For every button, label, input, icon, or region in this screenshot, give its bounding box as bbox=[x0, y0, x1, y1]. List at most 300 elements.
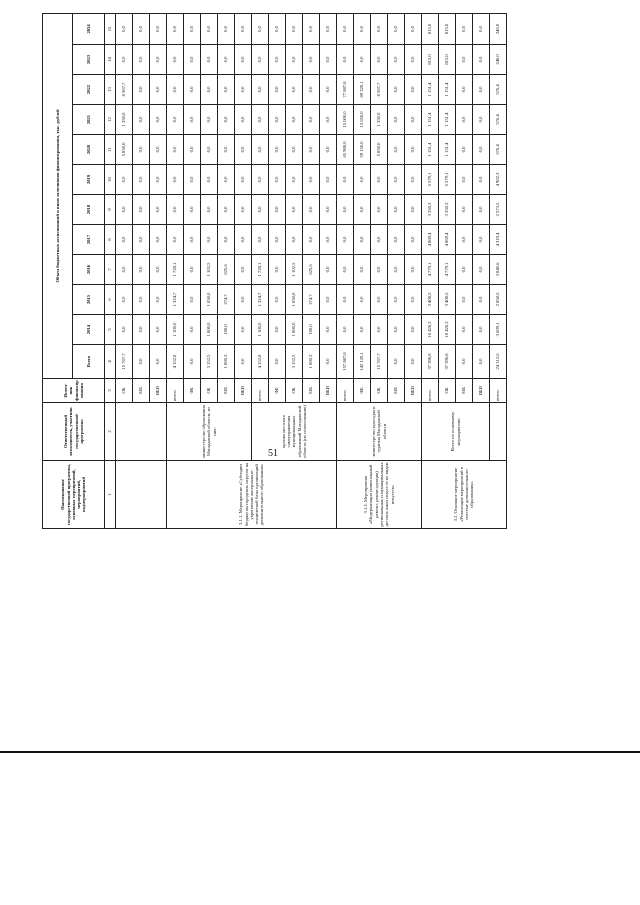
value-cell: 15 767,7 bbox=[371, 345, 388, 379]
value-cell: 3 152,5 bbox=[286, 345, 303, 379]
value-cell: 10 426,2 bbox=[422, 315, 439, 345]
value-cell: 1 350,0 bbox=[371, 105, 388, 135]
value-cell: 0,0 bbox=[456, 13, 473, 44]
value-cell: 0,0 bbox=[354, 13, 371, 44]
value-cell: 0,0 bbox=[473, 225, 490, 255]
value-cell: 4 779,1 bbox=[439, 255, 456, 285]
label-3-2: 3.2. Основное мероприятие «Реализация мероприятий в системе дополнительного образования» bbox=[422, 461, 507, 529]
value-cell: 0,0 bbox=[184, 105, 201, 135]
value-cell: 1 151,4 bbox=[439, 75, 456, 105]
value-cell: 0,0 bbox=[473, 315, 490, 345]
value-cell: 0,0 bbox=[286, 45, 303, 75]
value-cell: 3 152,5 bbox=[201, 345, 218, 379]
value-cell: 0,0 bbox=[388, 315, 405, 345]
value-cell: 0,0 bbox=[303, 13, 320, 44]
value-cell: 0,0 bbox=[303, 105, 320, 135]
value-cell: 3 609,1 bbox=[490, 315, 507, 345]
value-cell: 1 000,0 bbox=[201, 315, 218, 345]
value-cell: 0,0 bbox=[201, 105, 218, 135]
value-cell: 0,0 bbox=[388, 285, 405, 315]
value-cell: 4 319,4 bbox=[490, 225, 507, 255]
value-cell: 1 324,7 bbox=[167, 285, 184, 315]
value-cell: 0,0 bbox=[184, 255, 201, 285]
header-year-11: 2024 bbox=[73, 13, 105, 44]
value-cell: 0,0 bbox=[252, 135, 269, 165]
value-cell: 0,0 bbox=[320, 135, 337, 165]
value-cell: 0,0 bbox=[235, 195, 252, 225]
label-3-1-1: 3.1.1. Мероприятие «Субсидии бюджетам городских округов на укрепление материально-технической базы организаций дополнительного образования» bbox=[167, 461, 337, 529]
value-cell: 625,6 bbox=[218, 255, 235, 285]
value-cell: 0,0 bbox=[150, 165, 167, 195]
value-cell: 274,7 bbox=[303, 285, 320, 315]
executor-local-gov: органы местного самоуправления муниципальных образований Магаданской области (по согласованию) bbox=[252, 403, 337, 461]
value-cell: 0,0 bbox=[252, 165, 269, 195]
value-cell: 0,0 bbox=[235, 255, 252, 285]
value-cell: 0,0 bbox=[320, 13, 337, 44]
value-cell: 0,0 bbox=[473, 345, 490, 379]
value-cell: 0,0 bbox=[167, 13, 184, 44]
value-cell: 1 324,7 bbox=[252, 285, 269, 315]
value-cell: 240,0 bbox=[490, 13, 507, 44]
value-cell: 0,0 bbox=[286, 225, 303, 255]
value-cell: 0,0 bbox=[167, 195, 184, 225]
value-cell: 0,0 bbox=[167, 105, 184, 135]
value-cell: 0,0 bbox=[473, 285, 490, 315]
value-cell: 1 151,4 bbox=[439, 135, 456, 165]
value-cell: 0,0 bbox=[201, 135, 218, 165]
value-cell: 24 312,6 bbox=[490, 345, 507, 379]
value-cell: 0,0 bbox=[133, 75, 150, 105]
value-cell: 4 869,4 bbox=[439, 225, 456, 255]
value-cell: 0,0 bbox=[405, 13, 422, 44]
value-cell: 0,0 bbox=[388, 105, 405, 135]
value-cell: 0,0 bbox=[184, 75, 201, 105]
funding-source: ВБИ bbox=[235, 379, 252, 403]
value-cell: 0,0 bbox=[201, 165, 218, 195]
value-cell: 4 779,1 bbox=[422, 255, 439, 285]
value-cell: 1 050,0 bbox=[201, 285, 218, 315]
value-cell: 815,0 bbox=[422, 45, 439, 75]
value-cell: 0,0 bbox=[337, 165, 354, 195]
value-cell: 0,0 bbox=[269, 345, 286, 379]
value-cell: 0,0 bbox=[456, 255, 473, 285]
value-cell: 0,0 bbox=[133, 165, 150, 195]
header-year-4: 2017 bbox=[73, 225, 105, 255]
header-year-3: 2016 bbox=[73, 255, 105, 285]
value-cell: 15 767,7 bbox=[116, 345, 133, 379]
funding-source: ФБ bbox=[269, 379, 286, 403]
value-cell: 1 000,3 bbox=[218, 345, 235, 379]
value-cell: 0,0 bbox=[286, 165, 303, 195]
value-cell: 0,0 bbox=[388, 13, 405, 44]
rotated-table-area bbox=[42, 14, 602, 529]
value-cell: 0,0 bbox=[269, 315, 286, 345]
value-cell: 0,0 bbox=[456, 315, 473, 345]
value-cell: 5 579,1 bbox=[422, 165, 439, 195]
value-cell: 4 152,8 bbox=[167, 345, 184, 379]
value-cell: 37 396,8 bbox=[439, 345, 456, 379]
value-cell: 1 102,5 bbox=[286, 255, 303, 285]
value-cell: 4 902,3 bbox=[490, 165, 507, 195]
value-cell: 1 151,4 bbox=[422, 135, 439, 165]
funding-source: ФБ bbox=[354, 379, 371, 403]
column-number-2: 2 bbox=[105, 403, 116, 461]
executor-total-main: Всего по основному мероприятию: bbox=[422, 403, 490, 461]
value-cell: 576,4 bbox=[490, 75, 507, 105]
value-cell: 240,0 bbox=[490, 45, 507, 75]
value-cell: 0,0 bbox=[303, 45, 320, 75]
value-cell: 0,0 bbox=[286, 75, 303, 105]
header-year-6: 2019 bbox=[73, 165, 105, 195]
value-cell: 0,0 bbox=[116, 225, 133, 255]
value-cell: 0,0 bbox=[320, 105, 337, 135]
value-cell: 0,0 bbox=[235, 45, 252, 75]
value-cell: 10 426,2 bbox=[439, 315, 456, 345]
value-cell: 0,0 bbox=[235, 165, 252, 195]
value-cell: 0,0 bbox=[116, 165, 133, 195]
value-cell: 0,0 bbox=[252, 105, 269, 135]
value-cell: 0,0 bbox=[167, 225, 184, 255]
value-cell: 77 887,8 bbox=[337, 75, 354, 105]
executor-ministry-education: министерство образования Магаданской области, из них: bbox=[167, 403, 252, 461]
value-cell: 0,0 bbox=[252, 75, 269, 105]
value-cell: 0,0 bbox=[150, 195, 167, 225]
value-cell: 0,0 bbox=[235, 225, 252, 255]
value-cell: 0,0 bbox=[473, 75, 490, 105]
value-cell: 0,0 bbox=[371, 165, 388, 195]
value-cell: 0,0 bbox=[184, 285, 201, 315]
value-cell: 0,0 bbox=[371, 315, 388, 345]
header-year-5: 2018 bbox=[73, 195, 105, 225]
value-cell: 0,0 bbox=[150, 255, 167, 285]
value-cell: 8 567,7 bbox=[116, 75, 133, 105]
table-body bbox=[116, 13, 507, 528]
value-cell: 0,0 bbox=[388, 345, 405, 379]
value-cell: 0,0 bbox=[252, 13, 269, 44]
value-cell: 0,0 bbox=[269, 105, 286, 135]
funding-source: всего: bbox=[252, 379, 269, 403]
value-cell: 8 567,7 bbox=[371, 75, 388, 105]
value-cell: 1 151,4 bbox=[422, 75, 439, 105]
value-cell: 0,0 bbox=[371, 13, 388, 44]
value-cell: 0,0 bbox=[150, 105, 167, 135]
value-cell: 0,0 bbox=[320, 195, 337, 225]
value-cell: 0,0 bbox=[269, 135, 286, 165]
value-cell: 0,0 bbox=[167, 135, 184, 165]
value-cell: 100,0 bbox=[218, 315, 235, 345]
value-cell: 4 152,8 bbox=[252, 345, 269, 379]
header-executor: Ответственный исполнитель, участник государственной программы bbox=[43, 403, 105, 461]
header-year-2: 2015 bbox=[73, 285, 105, 315]
header-year-8: 2021 bbox=[73, 105, 105, 135]
value-cell: 0,0 bbox=[218, 75, 235, 105]
value-cell: 0,0 bbox=[354, 255, 371, 285]
value-cell: 0,0 bbox=[320, 255, 337, 285]
value-cell: 0,0 bbox=[116, 195, 133, 225]
funding-source: МБ bbox=[303, 379, 320, 403]
column-number-4: 4 bbox=[105, 345, 116, 379]
value-cell: 0,0 bbox=[133, 135, 150, 165]
value-cell: 0,0 bbox=[303, 225, 320, 255]
value-cell: 0,0 bbox=[337, 315, 354, 345]
value-cell: 0,0 bbox=[456, 165, 473, 195]
value-cell: 0,0 bbox=[269, 13, 286, 44]
value-cell: 0,0 bbox=[388, 195, 405, 225]
value-cell: 0,0 bbox=[116, 13, 133, 44]
value-cell: 0,0 bbox=[184, 135, 201, 165]
value-cell: 157 887,8 bbox=[337, 345, 354, 379]
table-container bbox=[42, 14, 602, 529]
value-cell: 1 100,0 bbox=[167, 315, 184, 345]
value-cell: 0,0 bbox=[235, 105, 252, 135]
value-cell: 0,0 bbox=[473, 195, 490, 225]
column-number-7: 7 bbox=[105, 255, 116, 285]
executor-cell-next bbox=[490, 403, 507, 461]
value-cell: 0,0 bbox=[286, 13, 303, 44]
funding-source: всего: bbox=[167, 379, 184, 403]
value-cell: 5 850,0 bbox=[371, 135, 388, 165]
value-cell: 0,0 bbox=[167, 45, 184, 75]
value-cell: 576,4 bbox=[490, 135, 507, 165]
value-cell: 0,0 bbox=[456, 135, 473, 165]
value-cell: 0,0 bbox=[235, 135, 252, 165]
value-cell: 0,0 bbox=[405, 315, 422, 345]
value-cell: 0,0 bbox=[337, 45, 354, 75]
header-funding-title: Объем бюджетных ассигнований и иных источников финансирования, тыс. рублей bbox=[43, 13, 73, 378]
value-cell: 0,0 bbox=[388, 135, 405, 165]
funding-source: всего: bbox=[337, 379, 354, 403]
value-cell: 0,0 bbox=[456, 75, 473, 105]
horizontal-rule bbox=[0, 751, 640, 753]
column-number-1: 1 bbox=[105, 461, 116, 529]
value-cell: 15 000,0 bbox=[337, 105, 354, 135]
value-cell: 0,0 bbox=[133, 13, 150, 44]
value-cell: 0,0 bbox=[184, 165, 201, 195]
value-cell: 0,0 bbox=[201, 13, 218, 44]
column-number-13: 13 bbox=[105, 75, 116, 105]
value-cell: 0,0 bbox=[235, 345, 252, 379]
funding-source: ОБ bbox=[201, 379, 218, 403]
value-cell: 0,0 bbox=[320, 285, 337, 315]
value-cell: 0,0 bbox=[201, 195, 218, 225]
funding-source: МБ bbox=[133, 379, 150, 403]
value-cell: 0,0 bbox=[337, 285, 354, 315]
funding-source: всего: bbox=[422, 379, 439, 403]
value-cell: 1 000,0 bbox=[286, 315, 303, 345]
value-cell: 0,0 bbox=[320, 225, 337, 255]
value-cell: 0,0 bbox=[456, 345, 473, 379]
header-year-0: Всего bbox=[73, 345, 105, 379]
value-cell: 815,0 bbox=[422, 13, 439, 44]
table-row bbox=[167, 13, 184, 528]
value-cell: 0,0 bbox=[150, 285, 167, 315]
value-cell: 0,0 bbox=[473, 255, 490, 285]
value-cell: 0,0 bbox=[354, 45, 371, 75]
value-cell: 0,0 bbox=[371, 255, 388, 285]
value-cell: 1 728,1 bbox=[252, 255, 269, 285]
value-cell: 5 850,0 bbox=[116, 135, 133, 165]
column-number-9: 9 bbox=[105, 195, 116, 225]
value-cell: 0,0 bbox=[337, 13, 354, 44]
value-cell: 1 350,0 bbox=[116, 105, 133, 135]
value-cell: 0,0 bbox=[252, 225, 269, 255]
value-cell: 0,0 bbox=[235, 285, 252, 315]
value-cell: 1 728,1 bbox=[167, 255, 184, 285]
value-cell: 0,0 bbox=[269, 225, 286, 255]
value-cell: 0,0 bbox=[218, 195, 235, 225]
value-cell: 0,0 bbox=[388, 45, 405, 75]
funding-source: МБ bbox=[388, 379, 405, 403]
value-cell: 1 102,5 bbox=[201, 255, 218, 285]
value-cell: 0,0 bbox=[218, 105, 235, 135]
column-number-12: 12 bbox=[105, 105, 116, 135]
value-cell: 0,0 bbox=[150, 45, 167, 75]
value-cell: 0,0 bbox=[473, 13, 490, 44]
value-cell: 0,0 bbox=[133, 105, 150, 135]
value-cell: 0,0 bbox=[303, 135, 320, 165]
funding-source: МБ bbox=[218, 379, 235, 403]
header-colnum-row bbox=[105, 13, 116, 528]
header-year-1: 2014 bbox=[73, 315, 105, 345]
label-3-1-2: 3.1.2. Мероприятие «Модернизация (капитальный ремонт, реконструкция) региональных и муниципальных детских школ искусств по видам искусств» bbox=[337, 461, 422, 529]
value-cell: 0,0 bbox=[473, 165, 490, 195]
value-cell: 0,0 bbox=[337, 255, 354, 285]
executor-cell-prev bbox=[116, 403, 167, 461]
value-cell: 3 408,5 bbox=[439, 285, 456, 315]
value-cell: 274,7 bbox=[218, 285, 235, 315]
value-cell: 0,0 bbox=[133, 225, 150, 255]
value-cell: 0,0 bbox=[405, 225, 422, 255]
value-cell: 0,0 bbox=[405, 195, 422, 225]
value-cell: 0,0 bbox=[184, 13, 201, 44]
value-cell: 0,0 bbox=[150, 135, 167, 165]
value-cell: 0,0 bbox=[218, 45, 235, 75]
executor-ministry-culture: министерство культуры и туризма Магаданской области bbox=[337, 403, 422, 461]
value-cell: 3 250,3 bbox=[439, 195, 456, 225]
funding-source: ФБ bbox=[184, 379, 201, 403]
table-row bbox=[337, 13, 354, 528]
value-cell: 37 396,8 bbox=[422, 345, 439, 379]
value-cell: 0,0 bbox=[388, 225, 405, 255]
value-cell: 0,0 bbox=[405, 45, 422, 75]
value-cell: 0,0 bbox=[116, 285, 133, 315]
value-cell: 0,0 bbox=[371, 225, 388, 255]
value-cell: 0,0 bbox=[354, 165, 371, 195]
value-cell: 0,0 bbox=[303, 165, 320, 195]
column-number-8: 8 bbox=[105, 225, 116, 255]
column-number-14: 14 bbox=[105, 45, 116, 75]
value-cell: 0,0 bbox=[405, 75, 422, 105]
value-cell: 2 858,5 bbox=[490, 285, 507, 315]
value-cell: 0,0 bbox=[320, 75, 337, 105]
value-cell: 0,0 bbox=[320, 345, 337, 379]
page-number: 51 bbox=[268, 448, 278, 459]
value-cell: 0,0 bbox=[320, 45, 337, 75]
value-cell: 0,0 bbox=[235, 75, 252, 105]
value-cell: 1 000,3 bbox=[303, 345, 320, 379]
value-cell: 3 408,5 bbox=[422, 285, 439, 315]
value-cell: 0,0 bbox=[269, 195, 286, 225]
value-cell: 0,0 bbox=[371, 285, 388, 315]
value-cell: 0,0 bbox=[150, 13, 167, 44]
value-cell: 0,0 bbox=[252, 195, 269, 225]
header-year-7: 2020 bbox=[73, 135, 105, 165]
value-cell: 0,0 bbox=[167, 165, 184, 195]
value-cell: 0,0 bbox=[269, 45, 286, 75]
value-cell: 0,0 bbox=[320, 315, 337, 345]
value-cell: 0,0 bbox=[184, 195, 201, 225]
value-cell: 59 150,0 bbox=[354, 135, 371, 165]
header-year-10: 2023 bbox=[73, 45, 105, 75]
value-cell: 0,0 bbox=[405, 345, 422, 379]
funding-source: ВБИ bbox=[320, 379, 337, 403]
value-cell: 0,0 bbox=[133, 255, 150, 285]
value-cell: 0,0 bbox=[371, 195, 388, 225]
value-cell: 0,0 bbox=[116, 315, 133, 345]
value-cell: 13 650,0 bbox=[354, 105, 371, 135]
value-cell: 1 151,4 bbox=[422, 105, 439, 135]
column-number-10: 10 bbox=[105, 165, 116, 195]
value-cell: 0,0 bbox=[286, 105, 303, 135]
value-cell: 0,0 bbox=[269, 255, 286, 285]
value-cell: 4 869,4 bbox=[422, 225, 439, 255]
value-cell: 0,0 bbox=[201, 45, 218, 75]
value-cell: 2 573,5 bbox=[490, 195, 507, 225]
value-cell: 0,0 bbox=[405, 135, 422, 165]
value-cell: 1 050,0 bbox=[286, 285, 303, 315]
value-cell: 0,0 bbox=[150, 75, 167, 105]
value-cell: 0,0 bbox=[371, 45, 388, 75]
value-cell: 0,0 bbox=[269, 285, 286, 315]
value-cell: 0,0 bbox=[405, 255, 422, 285]
funding-source: всего: bbox=[490, 379, 507, 403]
value-cell: 69 320,1 bbox=[354, 75, 371, 105]
value-cell: 0,0 bbox=[269, 75, 286, 105]
funding-source: ВБИ bbox=[473, 379, 490, 403]
value-cell: 5 579,1 bbox=[439, 165, 456, 195]
table-row bbox=[490, 13, 507, 528]
value-cell: 1 151,4 bbox=[439, 105, 456, 135]
value-cell: 0,0 bbox=[388, 255, 405, 285]
value-cell: 0,0 bbox=[456, 105, 473, 135]
column-number-11: 11 bbox=[105, 135, 116, 165]
value-cell: 0,0 bbox=[218, 165, 235, 195]
value-cell: 0,0 bbox=[354, 315, 371, 345]
value-cell: 0,0 bbox=[269, 165, 286, 195]
funding-source: ВБИ bbox=[150, 379, 167, 403]
value-cell: 0,0 bbox=[133, 195, 150, 225]
value-cell: 0,0 bbox=[133, 45, 150, 75]
value-cell: 0,0 bbox=[150, 345, 167, 379]
column-number-5: 5 bbox=[105, 315, 116, 345]
value-cell: 0,0 bbox=[184, 45, 201, 75]
value-cell: 0,0 bbox=[167, 75, 184, 105]
value-cell: 0,0 bbox=[218, 225, 235, 255]
value-cell: 0,0 bbox=[320, 165, 337, 195]
value-cell: 0,0 bbox=[286, 195, 303, 225]
table-row bbox=[116, 13, 133, 528]
value-cell: 0,0 bbox=[303, 195, 320, 225]
value-cell: 0,0 bbox=[218, 135, 235, 165]
value-cell: 576,4 bbox=[490, 105, 507, 135]
value-cell: 1 100,0 bbox=[252, 315, 269, 345]
header-row-1 bbox=[43, 13, 73, 528]
header-program: Наименование государственной программы, основных мероприятий, мероприятий, подмероприятий bbox=[43, 461, 105, 529]
value-cell: 0,0 bbox=[116, 45, 133, 75]
value-cell: 0,0 bbox=[133, 285, 150, 315]
value-cell: 3 250,3 bbox=[422, 195, 439, 225]
value-cell: 0,0 bbox=[235, 315, 252, 345]
